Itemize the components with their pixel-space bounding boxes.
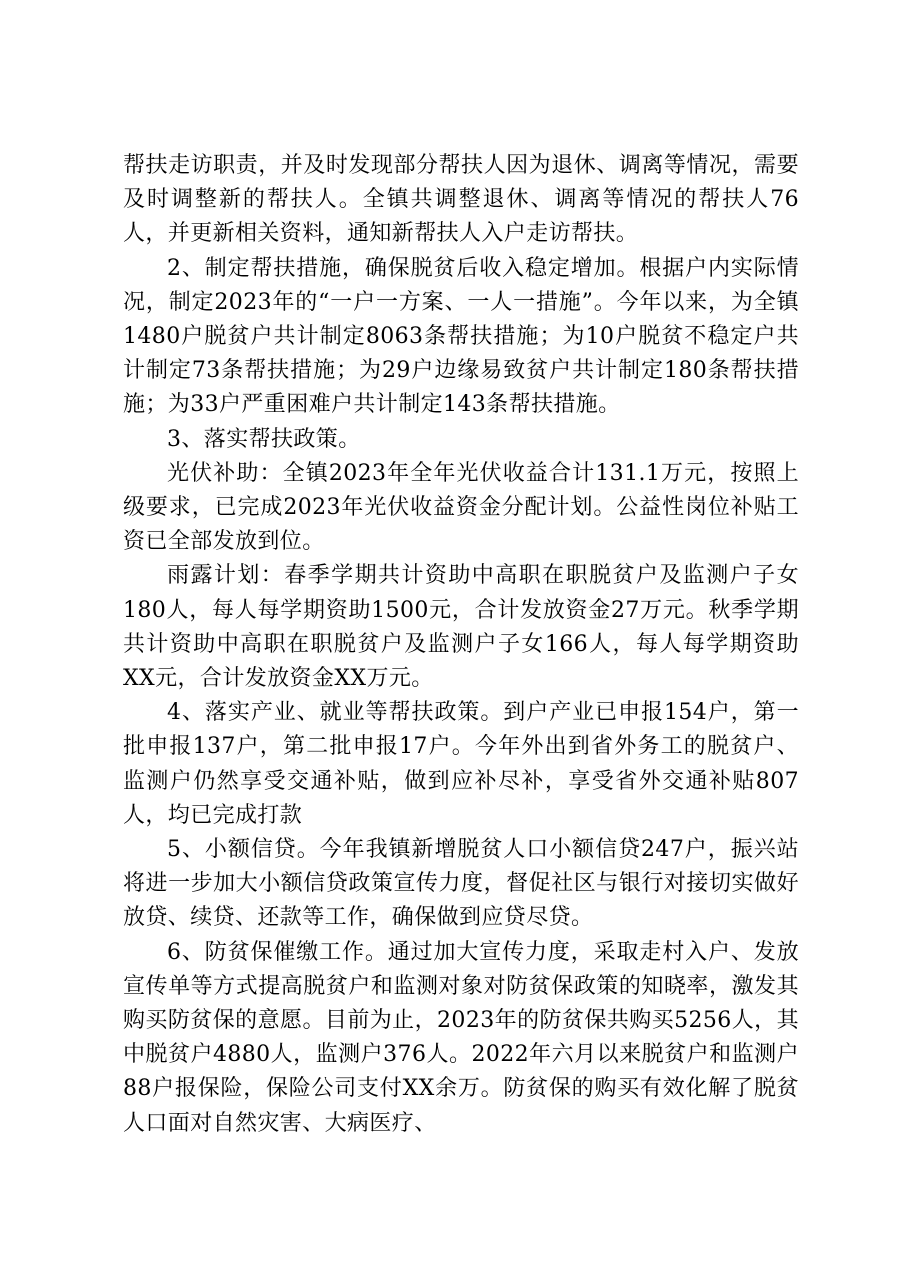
paragraph-4: 光伏补助：全镇2023年全年光伏收益合计131.1万元，按照上级要求，已完成2023年光伏收益资金分配计划。公益性岗位补贴工资已全部发放到位。 — [123, 460, 799, 555]
paragraph-2: 2、制定帮扶措施，确保脱贫后收入稳定增加。根据户内实际情况，制定2023年的“一户一方案、一人一措施”。今年以来，为全镇1480户脱贫户共计制定8063条帮扶措施；为10户脱贫不稳定户共计制定73条帮扶措施；为29户边缘易致贫户共计制定180条帮扶措施；为33户严重困难户共计制定143条帮扶措施。 — [123, 255, 799, 418]
paragraph-1: 帮扶走访职责，并及时发现部分帮扶人因为退休、调离等情况，需要及时调整新的帮扶人。全镇共调整退休、调离等情况的帮扶人76人，并更新相关资料，通知新帮扶人入户走访帮扶。 — [123, 153, 799, 247]
paragraph-3: 3、落实帮扶政策。 — [167, 426, 361, 452]
paragraph-6: 4、落实产业、就业等帮扶政策。到户产业已申报154户，第一批申报137户，第二批申报17户。今年外出到省外务工的脱贫户、监测户仍然享受交通补贴，做到应补尽补，享受省外交通补贴807人，均已完成打款 — [123, 700, 799, 828]
paragraph-5: 雨露计划：春季学期共计资助中高职在职脱贫户及监测户子女180人，每人每学期资助1500元，合计发放资金27万元。秋季学期共计资助中高职在职脱贫户及监测户子女166人，每人每学期资助XX元，合计发放资金XX万元。 — [123, 563, 799, 692]
paragraph-7: 5、小额信贷。今年我镇新增脱贫人口小额信贷247户，振兴站将进一步加大小额信贷政策宣传力度，督促社区与银行对接切实做好放贷、续贷、还款等工作，确保做到应贷尽贷。 — [123, 837, 799, 931]
paragraph-8: 6、防贫保催缴工作。通过加大宣传力度，采取走村入户、发放宣传单等方式提高脱贫户和监测对象对防贫保政策的知晓率，激发其购买防贫保的意愿。目前为止，2023年的防贫保共购买5256人，其中脱贫户4880人，监测户376人。2022年六月以来脱贫户和监测户88户报保险，保险公司支付XX余万。防贫保的购买有效化解了脱贫人口面对自然灾害、大病医疗、 — [123, 939, 799, 1136]
document-body — [123, 149, 799, 1141]
